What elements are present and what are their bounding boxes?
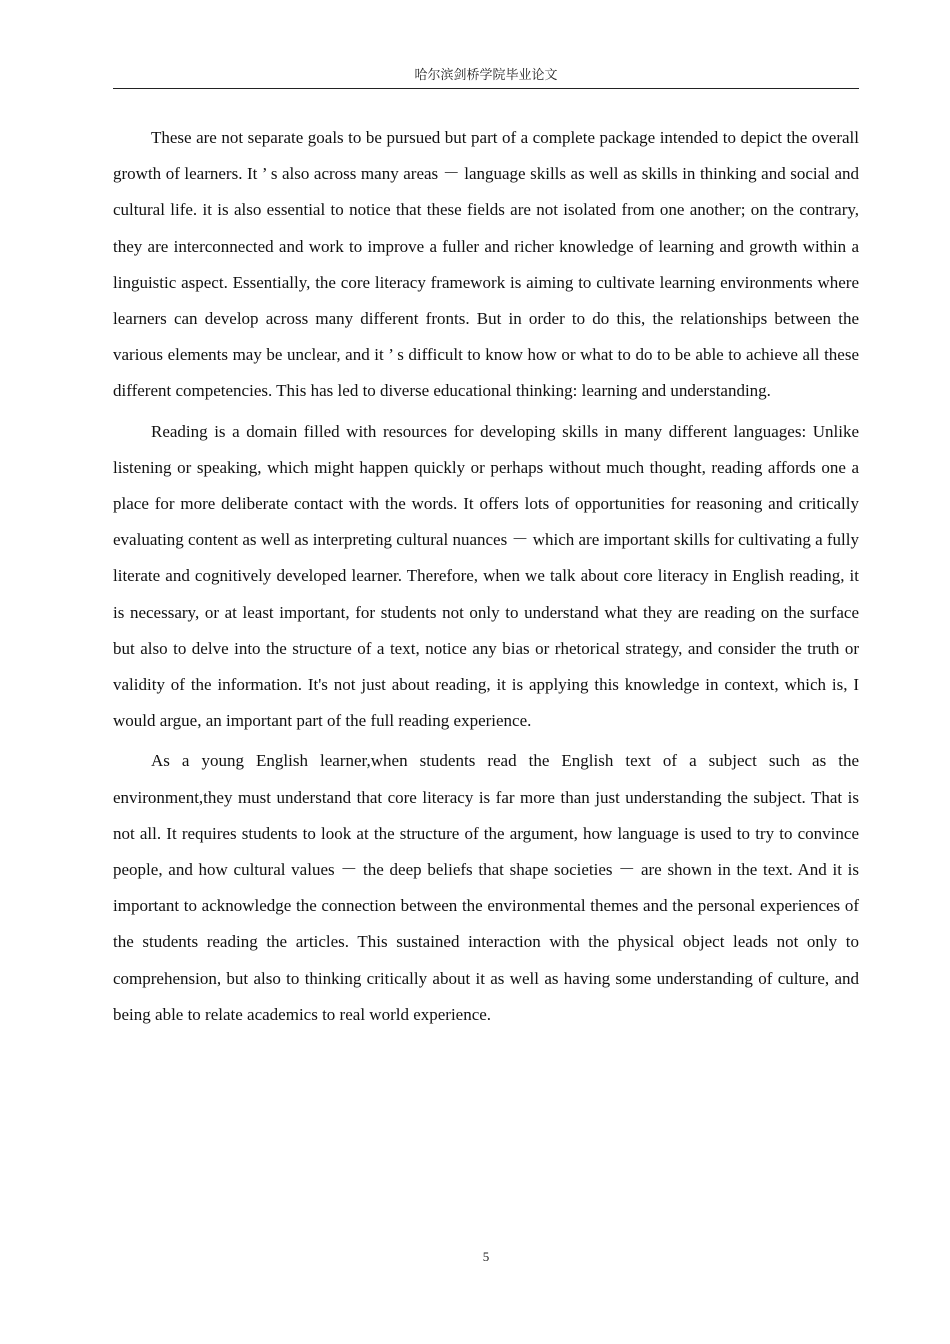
paragraph-1: These are not separate goals to be pursued but part of a complete package intended to depict the overall growth of learners. It ’ s also across many areas － language skills as well as skills in thinking and social and cultural life. it is also essential to notice that these fields are not isolated from one another; on the contrary, they are interconnected and work to improve a fuller and richer knowledge of learning and growth within a linguistic aspect. Essentially, the core literacy framework is aiming to cultivate learning environments where learners can develop across many different fronts. But in order to do this, the relationships between the various elements may be unclear, and it ’ s difficult to know how or what to do to be able to achieve all these different competencies. This has led to diverse educational thinking: learning and understanding. (113, 128, 859, 401)
header-rule (113, 88, 859, 89)
paragraph-3: As a young English learner,when students read the English text of a subject such as the environment,they must understand that core literacy is far more than just understanding the subject. That is not all. It requires students to look at the structure of the argument, how language is used to try to convince people, and how cultural values － the deep beliefs that shape societies － are shown in the text. And it is important to acknowledge the connection between the environmental themes and the personal experiences of the students reading the articles. This sustained interaction with the physical object leads not only to comprehension, but also to thinking critically about it as well as having some understanding of culture, and being able to relate academics to real world experience. (113, 751, 859, 1024)
page-number: 5 (482, 1249, 490, 1264)
body-text (113, 120, 859, 1037)
running-header: 哈尔滨剑桥学院毕业论文 (414, 68, 558, 83)
paragraph-2: Reading is a domain filled with resources for developing skills in many different languages: Unlike listening or speaking, which might happen quickly or perhaps without much thought, reading affords one a place for more deliberate contact with the words. It offers lots of opportunities for reasoning and critically evaluating content as well as interpreting cultural nuances － which are important skills for cultivating a fully literate and cognitively developed learner. Therefore, when we talk about core literacy in English reading, it is necessary, or at least important, for students not only to understand what they are reading on the surface but also to delve into the structure of a text, notice any bias or rhetorical strategy, and consider the truth or validity of the information. It's not just about reading, it is applying this knowledge in context, which is, I would argue, an important part of the full reading experience. (113, 421, 859, 731)
